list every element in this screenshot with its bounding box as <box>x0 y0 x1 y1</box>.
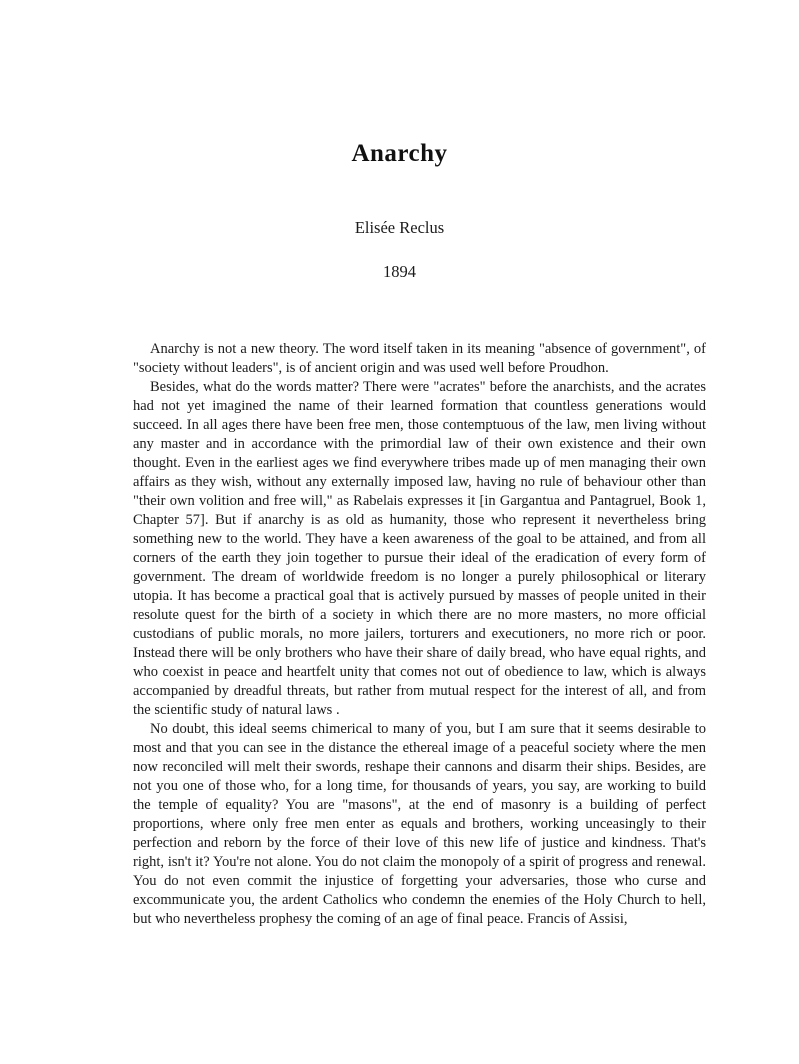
document-author: Elisée Reclus <box>354 218 445 237</box>
paragraph: Besides, what do the words matter? There were "acrates" before the anarchists, and the acrates had not yet imagined the name of their learned formation that countless generations would succeed. In all ages there have been free men, those contemptuous of the law, men living without any master and in accordance with the primordial law of their own existence and their own thought. Even in the earliest ages we find everywhere tribes made up of men managing their own affairs as they wish, without any externally imposed law, having no rule of behaviour other than "their own volition and free will," as Rabelais expresses it [in Gargantua and Pantagruel, Book 1, Chapter 57]. But if anarchy is as old as humanity, those who represent it nevertheless bring something new to the world. They have a keen awareness of the goal to be attained, and from all corners of the earth they join together to pursue their ideal of the eradication of every form of government. The dream of worldwide freedom is no longer a purely philosophical or literary utopia. It has become a practical goal that is actively pursued by masses of people united in their resolute quest for the birth of a society in which there are no more masters, no more official custodians of public morals, no more jailers, torturers and executioners, no more rich or poor. Instead there will be only brothers who have their share of daily bread, who have equal rights, and who coexist in peace and heartfelt unity that comes not out of obedience to law, which is always accompanied by dreadful threats, but rather from mutual respect for the interest of all, and from the scientific study of natural laws . <box>133 379 706 718</box>
paragraph: No doubt, this ideal seems chimerical to many of you, but I am sure that it seems desirable to most and that you can see in the distance the ethereal image of a peaceful society where the men now reconciled will melt their swords, reshape their cannons and disarm their ships. Besides, are not you one of those who, for a long time, for thousands of years, you say, are working to build the temple of equality? You are "masons", at the end of masonry is a building of perfect proportions, where only free men enter as equals and brothers, working unceasingly to their perfection and reborn by the force of their love of this new life of justice and kindness. That's right, isn't it? You're not alone. You do not claim the monopoly of a spirit of progress and renewal. You do not even commit the injustice of forgetting your adversaries, those who curse and excommunicate you, the ardent Catholics who condemn the enemies of the Holy Church to hell, but who nevertheless prophesy the coming of an age of final peace. Francis of Assisi, <box>133 721 706 927</box>
document-title: Anarchy <box>351 140 448 167</box>
paragraph: Anarchy is not a new theory. The word itself taken in its meaning "absence of government", of "society without leaders", is of ancient origin and was used well before Proudhon. <box>133 341 706 376</box>
document-year: 1894 <box>383 262 416 281</box>
document-body-text <box>133 340 706 929</box>
